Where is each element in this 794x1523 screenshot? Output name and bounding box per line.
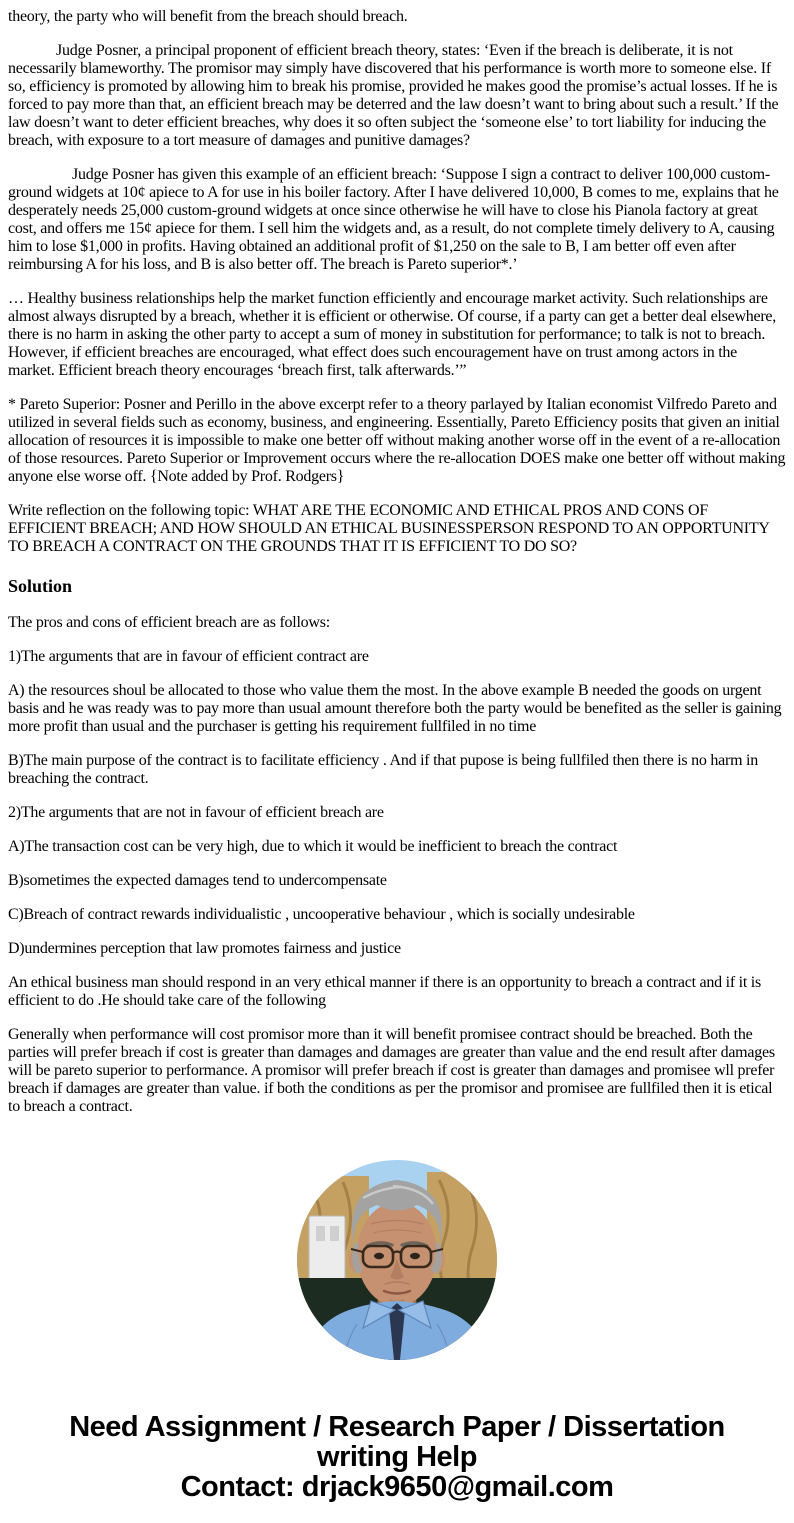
photo-face xyxy=(357,1202,437,1306)
solution-paragraph: 2)The arguments that are not in favour of efficient breach are xyxy=(8,804,384,821)
solution-paragraph: An ethical business man should respond in an very ethical manner if there is an opportunity to breach a contract and if it is efficient to do .He should take care of the following xyxy=(8,974,761,1009)
question-paragraph: theory, the party who will benefit from the breach should breach. xyxy=(8,8,408,25)
solution-paragraph: The pros and cons of efficient breach are as follows: xyxy=(8,614,330,631)
footer-line: writing Help xyxy=(317,1441,477,1473)
solution-paragraph: B)The main purpose of the contract is to facilitate efficiency . And if that pupose is being fullfiled then there is no harm in breaching the contract. xyxy=(8,752,758,787)
author-avatar xyxy=(297,1160,497,1360)
promo-footer xyxy=(8,1412,786,1502)
question-excerpt-section xyxy=(8,8,786,556)
solution-body-section xyxy=(8,614,786,1116)
solution-paragraph: 1)The arguments that are in favour of efficient contract are xyxy=(8,648,369,665)
question-paragraph: * Pareto Superior: Posner and Perillo in the above excerpt refer to a theory parlayed by Italian economist Vilfredo Pareto and utilized in several fields such as economy, business, and engineering. Essentially, Pareto Efficiency posits that given an initial allocation of resources it is impossible to make one better off without making another worse off in the event of a re-allocation of those resources. Pareto Superior or Improvement occurs where the re-allocation DOES make one better off without making anyone else worse off. {Note added by Prof. Rodgers} xyxy=(8,396,786,485)
answer-page xyxy=(8,8,786,1502)
question-paragraph: Judge Posner has given this example of an efficient breach: ‘Suppose I sign a contract to deliver 100,000 custom-ground widgets at 10¢ apiece to A for use in his boiler factory. After I have delivered 10,000, B comes to me, explains that he desperately needs 25,000 custom-ground widgets at once since otherwise he will have to close his Pianola factory at great cost, and offers me 15¢ apiece for them. I sell him the widgets and, as a result, do not complete timely delivery to A, causing him to lose $1,000 in profits. Having obtained an additional profit of $1,250 on the sale to B, I am better off even after reimbursing A for his loss, and B is also better off. The breach is Pareto superior*.’ xyxy=(8,166,779,273)
question-paragraph: … Healthy business relationships help the market function efficiently and encourage market activity. Such relationships are almost always disrupted by a breach, whether it is efficient or otherwise. Of course, if a party can get a better deal elsewhere, there is no harm in asking the other party to accept a sum of money in substitution for performance; to talk is not to breach. However, if efficient breaches are encouraged, what effect does such encouragement have on trust among actors in the market. Efficient breach theory encourages ‘breach first, talk afterwards.’” xyxy=(8,290,777,379)
solution-paragraph: B)sometimes the expected damages tend to undercompensate xyxy=(8,872,387,889)
solution-paragraph: A)The transaction cost can be very high, due to which it would be inefficient to breach the contract xyxy=(8,838,618,855)
question-paragraph: Judge Posner, a principal proponent of efficient breach theory, states: ‘Even if the breach is deliberate, it is not necessarily blameworthy. The promisor may simply have discovered that his performance is worth more to someone else. If so, efficiency is promoted by allowing him to break his promise, provided he makes good the promise’s actual losses. If he is forced to pay more than that, an efficient breach may be deterred and the law doesn’t want to bring about such a result.’ If the law doesn’t want to deter efficient breaches, why does it so often subject the ‘someone else’ to tort liability for inducing the breach, with exposure to a tort measure of damages and punitive damages? xyxy=(8,42,779,149)
solution-paragraph: A) the resources shoul be allocated to those who value them the most. In the above example B needed the goods on urgent basis and he was ready was to pay more than usual amount therefore both the party would be benefited as the seller is gaining more profit than usual and the purchaser is getting his requirement fullfiled in no time xyxy=(8,682,782,735)
footer-line: Need Assignment / Research Paper / Dissertation xyxy=(69,1411,725,1443)
solution-paragraph: Generally when performance will cost promisor more than it will benefit promisee contract should be breached. Both the parties will prefer breach if cost is greater than damages and damages are greater than value and the end result after damages will be pareto superior to performance. A promisor will prefer breach if cost is greater than damages and promisee wll prefer breach if damages are greater than value. if both the conditions as per the promisor and promisee are fullfiled then it is etical to breach a contract. xyxy=(8,1026,775,1115)
solution-paragraph: C)Breach of contract rewards individualistic , uncooperative behaviour , which is socially undesirable xyxy=(8,906,635,923)
solution-paragraph: D)undermines perception that law promotes fairness and justice xyxy=(8,940,401,957)
profile-photo xyxy=(297,1160,497,1360)
footer-line: Contact: drjack9650@gmail.com xyxy=(180,1471,614,1503)
solution-heading: Solution xyxy=(8,576,73,596)
question-paragraph: Write reflection on the following topic: WHAT ARE THE ECONOMIC AND ETHICAL PROS AND CONS OF EFFICIENT BREACH; AND HOW SHOULD AN ETHICAL BUSINESSPERSON RESPOND TO AN OPPORTUNITY TO BREACH A CONTRACT ON THE GROUNDS THAT IT IS EFFICIENT TO DO SO? xyxy=(8,502,770,555)
